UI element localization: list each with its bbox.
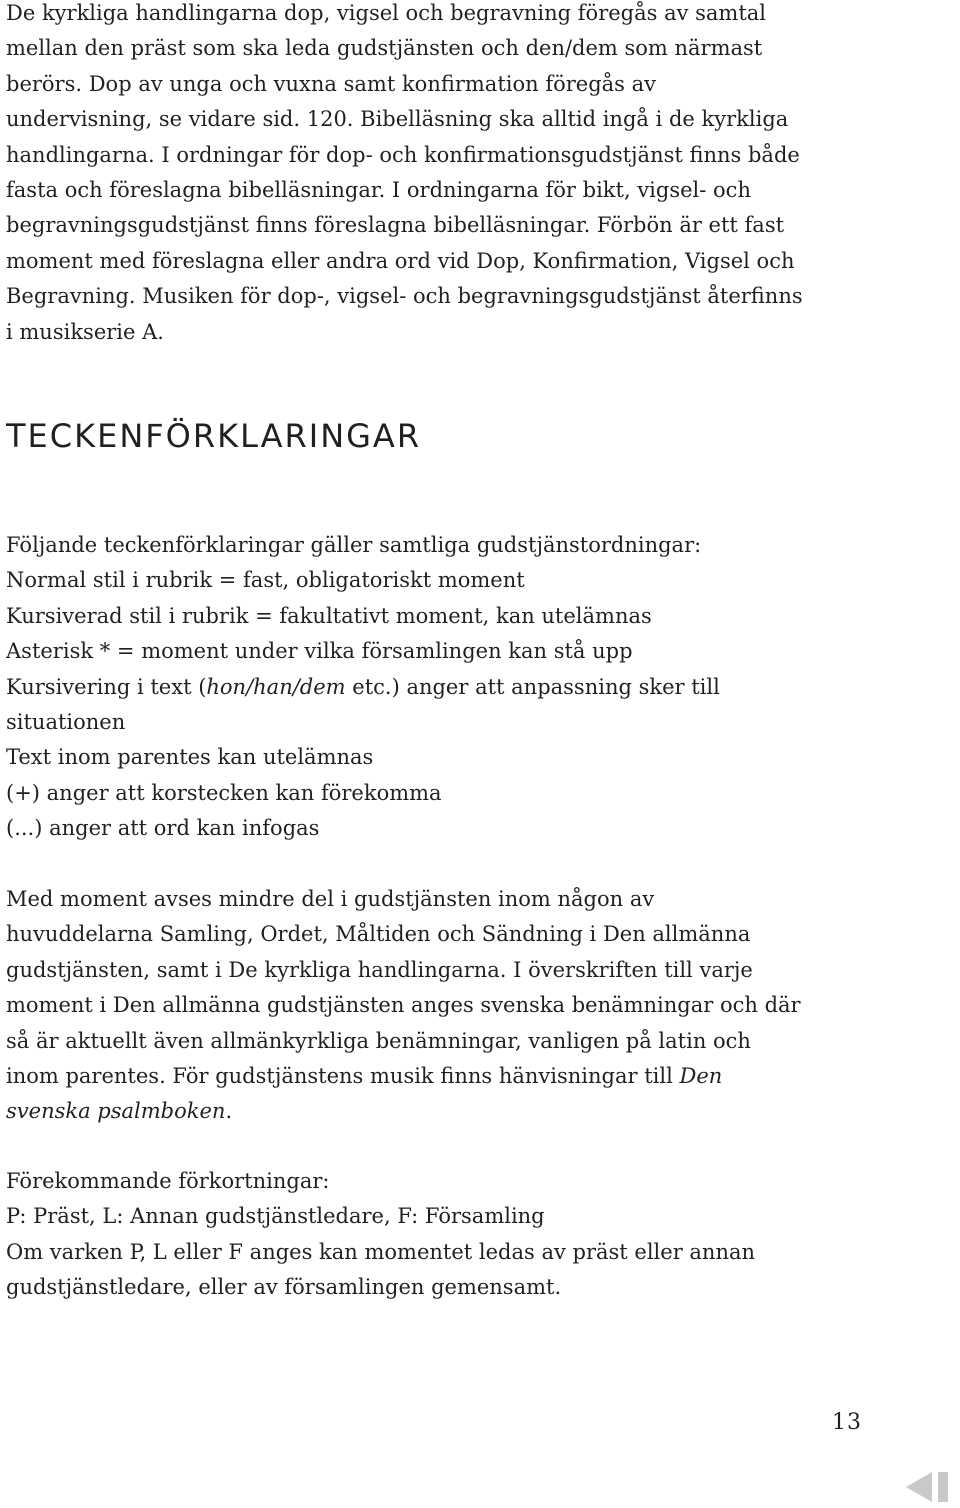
legend-intro: Följande teckenförklaringar gäller samtliga gudstjänstordningar: [6, 533, 702, 557]
section-heading: TECKENFÖRKLARINGAR [6, 417, 422, 455]
abbreviations-note: Om varken P, L eller F anges kan momentet ledas av präst eller annan gudstjänstledare, eller av församlingen gemensamt. [6, 1239, 756, 1300]
legend-item: (...) anger att ord kan infogas [6, 816, 320, 841]
intro-paragraph: De kyrkliga handlingarna dop, vigsel och begravning föregås av samtal mellan den präst som ska leda gudstjänsten och den/dem som närmast berörs. Dop av unga och vuxna samt konfirmation föregås av undervisning, se vidare sid. 120. Bibelläsning ska alltid ingå i de kyrkliga handlingarna. I ordningar för dop- och konfirmationsgudstjänst finns både fasta och föreslagna bibelläsningar. I ordningarna för bikt, vigsel- och begravningsgudstjänst finns föreslagna bibelläsningar. Förbön är ett fast moment med föreslagna eller andra ord vid Dop, Konfirmation, Vigsel och Begravning. Musiken för dop-, vigsel- och begravningsgudstjänst återfinns i musikserie A. [6, 1, 803, 344]
legend-item: Text inom parentes kan utelämnas [6, 745, 374, 770]
moment-paragraph [6, 882, 806, 1130]
moment-text: Med moment avses mindre del i gudstjänsten inom någon av huvuddelarna Samling, Ordet, Måltiden och Sändning i Den allmänna gudstjänsten, samt i De kyrkliga handlingarna. I överskriften till varje moment i Den allmänna gudstjänsten anges svenska benämningar och där så är aktuellt även allmänkyrkliga benämningar, vanligen på latin och inom parentes. För gudstjänstens musik finns hänvisningar till [6, 887, 801, 1089]
abbreviations-list: P: Präst, L: Annan gudstjänstledare, F: Församling [6, 1204, 545, 1229]
legend-item-italic [6, 670, 806, 741]
legend-italic-example: hon/han/dem [206, 674, 346, 699]
abbreviations-label: Förekommande förkortningar: [6, 1169, 330, 1193]
legend-block [6, 528, 806, 847]
legend-italic-before: Kursivering i text ( [6, 674, 207, 699]
previous-page-icon [902, 1470, 956, 1504]
abbreviations-block [6, 1164, 806, 1306]
legend-item: (+) anger att korstecken kan förekomma [6, 780, 442, 805]
legend-item: Asterisk * = moment under vilka församlingen kan stå upp [6, 639, 633, 664]
previous-page-button[interactable] [902, 1470, 956, 1504]
psalm-book-title: Den svenska psalmboken [6, 1064, 723, 1124]
legend-italic-after: etc.) anger att anpassning sker till situationen [6, 674, 720, 735]
page-number: 13 [832, 1410, 862, 1435]
legend-item: Kursiverad stil i rubrik = fakultativt moment, kan utelämnas [6, 603, 652, 628]
moment-end: . [225, 1099, 233, 1124]
legend-item: Normal stil i rubrik = fast, obligatoriskt moment [6, 568, 525, 593]
